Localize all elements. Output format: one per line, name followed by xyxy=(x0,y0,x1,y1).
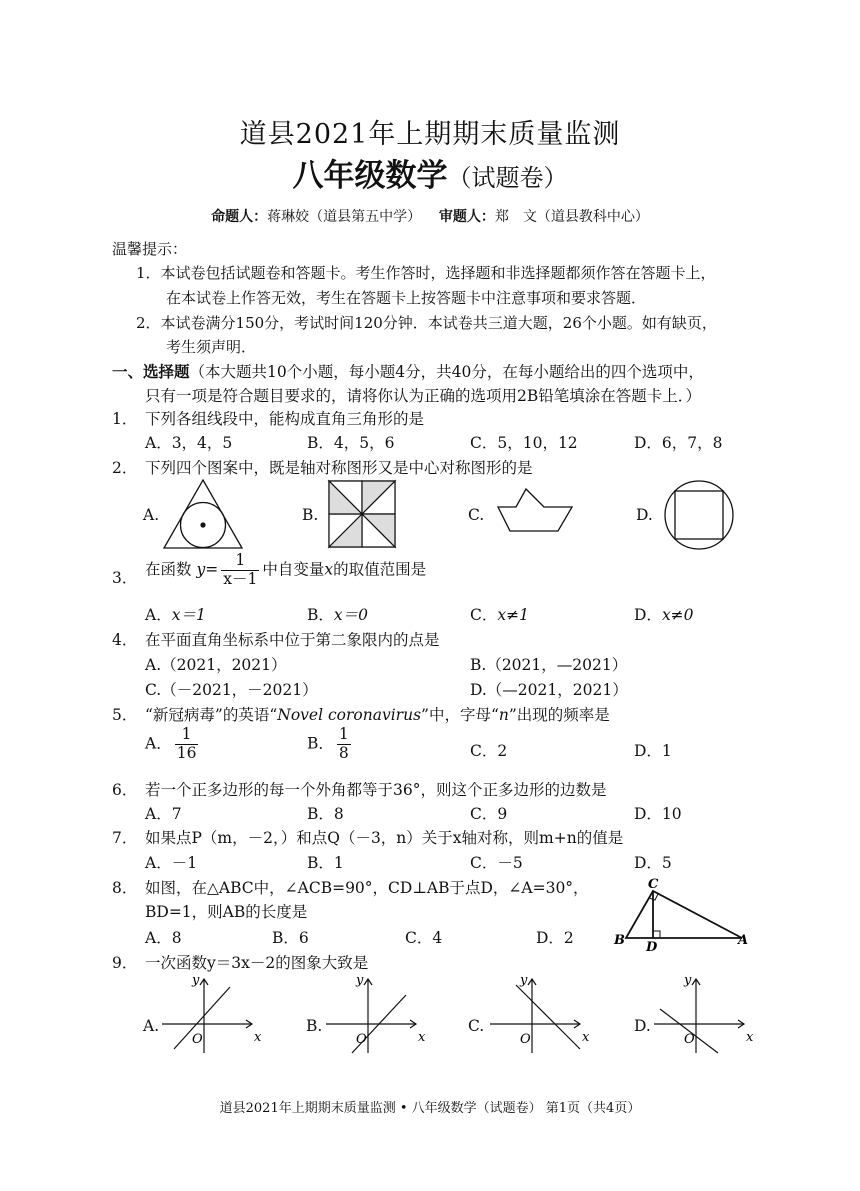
notice-label: 温馨提示： xyxy=(112,240,188,258)
authors-line xyxy=(0,206,860,226)
q2-num: 2． xyxy=(112,459,138,477)
q2-option-c: C. xyxy=(468,506,485,524)
q9-text: 一次函数y＝3x－2的图象大致是 xyxy=(145,954,369,972)
q5-text: “新冠病毒”的英语“Novel coronavirus”中，字母“n”出现的频率是 xyxy=(145,706,610,724)
q9c-origin: O xyxy=(520,1032,531,1047)
q5-num: 5． xyxy=(112,706,138,724)
q2-option-d: D. xyxy=(636,506,653,524)
q4-text: 在平面直角坐标系中位于第二象限内的点是 xyxy=(145,631,440,649)
q9b-origin: O xyxy=(356,1032,367,1047)
section1-desc2: 只有一项是符合题目要求的，请将你认为正确的选项用2B铅笔填涂在答题卡上．） xyxy=(145,387,702,405)
q6-option-c: C．9 xyxy=(470,805,508,823)
notice-item1-line2: 在本试卷上作答无效，考生在答题卡上按答题卡中注意事项和要求答题． xyxy=(166,289,647,307)
q7-num: 7． xyxy=(112,829,138,847)
q6-option-b: B．8 xyxy=(307,805,344,823)
q9-graph-b xyxy=(324,973,430,1055)
q9b-y-label: y xyxy=(356,973,364,988)
q3-option-d: D．x≠0 xyxy=(634,606,694,624)
q9c-x-label: x xyxy=(582,1030,590,1045)
q8-option-c: C．4 xyxy=(405,929,443,947)
q7-option-c: C．－5 xyxy=(470,854,523,872)
q8-label-d: D xyxy=(646,940,658,955)
q4-num: 4． xyxy=(112,631,138,649)
q8-text-line2: BD=1，则AB的长度是 xyxy=(145,903,308,921)
q5-letter: n xyxy=(498,706,509,724)
q7-option-d: D．5 xyxy=(634,854,672,872)
q3-eq: = xyxy=(205,560,219,579)
q4-option-a: A.（2021，2021） xyxy=(145,656,287,674)
reviewer-label: 审题人： xyxy=(438,209,495,225)
q9a-x-label: x xyxy=(254,1030,262,1045)
q9-option-d: D. xyxy=(634,1017,651,1035)
section1-desc1: （本大题共10个小题，每小题4分，共40分，在每小题给出的四个选项中， xyxy=(189,363,704,381)
notice-item2-line2: 考生须声明． xyxy=(166,338,257,356)
q2-option-b: B. xyxy=(302,506,319,524)
subject-suffix: （试题卷） xyxy=(447,164,568,192)
q3-fraction xyxy=(221,552,259,589)
q3-option-c: C．x≠1 xyxy=(470,606,529,624)
q4-option-b: B.（2021，—2021） xyxy=(470,656,628,674)
q8-label-a: A xyxy=(738,933,749,948)
q1-option-b: B．4，5，6 xyxy=(307,434,395,452)
q8-triangle-figure xyxy=(612,876,752,955)
q1-option-a: A．3，4，5 xyxy=(145,434,233,452)
q9-graph-a xyxy=(160,973,266,1055)
q3-num: 3． xyxy=(112,569,138,587)
q2-figure-a xyxy=(162,478,244,550)
notice-item2-line1: 2．本试卷满分150分，考试时间120分钟．本试卷共三道大题，26个小题。如有缺页， xyxy=(136,314,717,332)
q8-label-b: B xyxy=(614,933,625,948)
q8-num: 8． xyxy=(112,879,138,897)
q9d-x-label: x xyxy=(746,1030,754,1045)
q3-frac-num: 1 xyxy=(221,552,259,571)
author-name: 蒋琳姣（道县第五中学） xyxy=(267,209,422,225)
notice-item1-line1: 1．本试卷包括试题卷和答题卡。考生作答时，选择题和非选择题都须作答在答题卡上， xyxy=(136,264,716,282)
q7-text: 如果点P（m，－2，）和点Q（－3，n）关于x轴对称，则m+n的值是 xyxy=(145,829,624,847)
q8-option-a: A．8 xyxy=(145,929,182,947)
q6-option-a: A．7 xyxy=(145,805,182,823)
q3-option-b: B．x＝0 xyxy=(307,606,368,624)
q8-option-b: B．6 xyxy=(272,929,309,947)
q3-option-a: A．x＝1 xyxy=(145,606,206,624)
q2-option-a: A. xyxy=(143,506,160,524)
q6-option-d: D．10 xyxy=(634,805,682,823)
q6-num: 6． xyxy=(112,781,138,799)
q4-option-d: D.（—2021，2021） xyxy=(470,681,628,699)
q9-option-a: A. xyxy=(143,1017,160,1035)
q3-text-end: 的取值范围是 xyxy=(333,560,427,579)
subject-title xyxy=(0,150,860,195)
subject-name: 八年级数学 xyxy=(292,158,448,194)
q2-figure-c xyxy=(496,487,574,535)
q8-label-c: C xyxy=(648,877,659,892)
exam-title: 道县2021年上期期末质量监测 xyxy=(239,119,621,150)
q7-option-b: B．1 xyxy=(307,854,344,872)
q8-text-line1: 如图，在△ABC中，∠ACB=90°，CD⊥AB于点D，∠A=30°， xyxy=(145,879,589,897)
q9-graph-c xyxy=(488,973,594,1055)
q5-option-a: A． $\frac{1}{16}$ xyxy=(145,725,197,762)
q8-option-d: D．2 xyxy=(536,929,574,947)
q3-text xyxy=(145,552,426,589)
author-label: 命题人： xyxy=(211,209,268,225)
q1-num: 1． xyxy=(112,410,138,428)
q2-figure-d xyxy=(662,478,736,552)
q6-text: 若一个正多边形的每一个外角都等于36°，则这个正多边形的边数是 xyxy=(145,781,607,799)
q3-text-post: 中自变量 xyxy=(262,560,325,579)
section1-label: 一、选择题 xyxy=(112,363,190,381)
q5-option-c: C．2 xyxy=(470,742,508,760)
q9-option-c: C. xyxy=(468,1017,485,1035)
reviewer-name: 郑 文（道县教科中心） xyxy=(494,209,649,225)
q3-var-y: y xyxy=(196,560,206,579)
q1-option-d: D．6，7，8 xyxy=(634,434,723,452)
q9-option-b: B. xyxy=(306,1017,323,1035)
q9d-y-label: y xyxy=(684,973,692,988)
q1-option-c: C．5，10，12 xyxy=(470,434,578,452)
q3-text-pre: 在函数 xyxy=(145,560,192,579)
q9c-y-label: y xyxy=(520,973,528,988)
q9b-x-label: x xyxy=(418,1030,426,1045)
q9-graph-d xyxy=(652,973,758,1055)
q3-var-x: x xyxy=(324,560,334,579)
page-footer: 道县2021年上期期末质量监测 • 八年级数学（试题卷） 第1页（共4页） xyxy=(219,1101,641,1116)
q5-option-b: B． $\frac{1}{8}$ xyxy=(307,725,349,762)
q2-figure-b xyxy=(327,479,397,549)
q7-option-a: A．－1 xyxy=(145,854,198,872)
q9-num: 9． xyxy=(112,954,138,972)
q2-text: 下列四个图案中，既是轴对称图形又是中心对称图形的是 xyxy=(145,459,533,477)
q3-frac-den: x－1 xyxy=(223,569,258,588)
q9a-origin: O xyxy=(192,1032,203,1047)
section1-header xyxy=(112,360,704,382)
q5-phrase: Novel coronavirus xyxy=(277,706,422,724)
q9a-y-label: y xyxy=(192,973,200,988)
q4-option-c: C.（－2021，－2021） xyxy=(145,681,318,699)
q1-text: 下列各组线段中，能构成直角三角形的是 xyxy=(145,410,425,428)
q5-option-d: D．1 xyxy=(634,742,672,760)
q9d-origin: O xyxy=(684,1032,695,1047)
